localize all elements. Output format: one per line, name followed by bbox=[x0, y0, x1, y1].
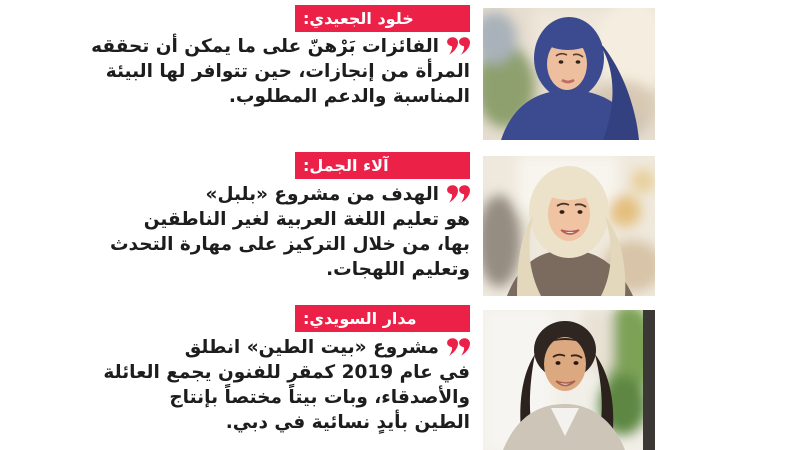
portrait-photo-navy-hijab bbox=[483, 8, 655, 140]
quote-line: وتعليم اللهجات. bbox=[326, 259, 470, 280]
person-name-2: آلاء الجمل: bbox=[303, 155, 389, 175]
quote-line bbox=[91, 34, 470, 59]
portrait-photo-cream-hijab bbox=[483, 156, 655, 296]
person-name-1: خلود الجعيدي: bbox=[303, 8, 414, 28]
quote-line: المرأة من إنجازات، حين تتوافر لها البيئة bbox=[105, 61, 470, 82]
name-banner-2 bbox=[295, 152, 470, 179]
quote-line: بها، من خلال التركيز على مهارة التحدث bbox=[109, 234, 470, 255]
quote-line: هو تعليم اللغة العربية لغير الناطقين bbox=[143, 209, 470, 230]
name-banner-1 bbox=[295, 5, 470, 32]
person-name-3: مدار السويدي: bbox=[303, 308, 417, 328]
quote-line: المناسبة والدعم المطلوب. bbox=[228, 86, 470, 107]
quote-line bbox=[110, 182, 470, 207]
quote-text: مشروع «بيت الطين» انطلق bbox=[184, 337, 439, 358]
portrait-photo-dark-hair bbox=[483, 310, 655, 450]
quote-block-1 bbox=[91, 34, 470, 109]
quote-line: في عام 2019 كمقر للفنون يجمع العائلة bbox=[103, 362, 470, 383]
name-banner-3 bbox=[295, 305, 470, 332]
quote-block-3 bbox=[103, 335, 470, 435]
quote-text: الهدف من مشروع «بلبل» bbox=[205, 184, 439, 205]
quote-line: الطين بأيدٍ نسائية في دبي. bbox=[225, 412, 470, 433]
quote-block-2 bbox=[110, 182, 470, 282]
quote-line: والأصدقاء، وبات بيتاً مختصاً بإنتاج bbox=[169, 387, 470, 408]
quote-text: الفائزات بَرْهنّ على ما يمكن أن تحققه bbox=[91, 36, 439, 57]
quote-line bbox=[103, 335, 470, 360]
